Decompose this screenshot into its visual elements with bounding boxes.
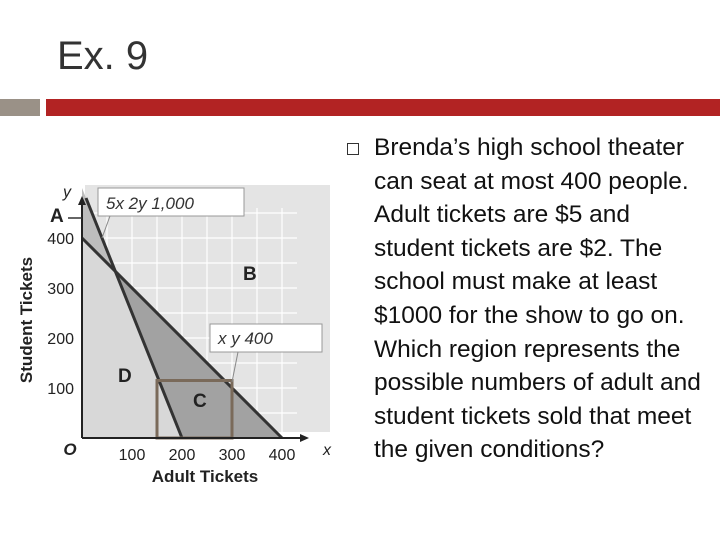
- square-bullet-icon: [347, 143, 359, 155]
- x-axis-arrow-icon: [300, 434, 309, 442]
- line-label-1-text: 5x 2y 1,000: [106, 194, 194, 213]
- slide-title: Ex. 9: [57, 34, 149, 78]
- region-label-b: B: [243, 264, 257, 285]
- y-tick-label: 400: [47, 231, 74, 248]
- y-tick-label: 100: [47, 381, 74, 398]
- region-label-d: D: [118, 366, 132, 387]
- region-label-a: A: [50, 206, 64, 227]
- x-axis-letter: x: [323, 442, 331, 459]
- y-tick-label: 300: [47, 281, 74, 298]
- region-label-c: C: [193, 391, 207, 412]
- y-axis-label: Student Tickets: [17, 256, 36, 384]
- title-accent-bar-gray: [0, 99, 40, 116]
- line-label-2-text: x y 400: [218, 329, 273, 348]
- y-tick-label: 200: [47, 331, 74, 348]
- x-tick-label: 400: [268, 447, 296, 464]
- origin-label: O: [63, 440, 77, 459]
- y-axis-letter: y: [63, 184, 71, 201]
- x-tick-label: 100: [118, 447, 146, 464]
- x-tick-label: 300: [218, 447, 246, 464]
- inequality-graph: [10, 180, 340, 505]
- question-text: Brenda’s high school theater can seat at most 400 people. Adult tickets are $5 and student tickets are $2. The school must make at least $1000 for the show to go on. Which region represents the possible numbers of adult and student tickets sold that meet the given conditions?: [374, 134, 701, 464]
- x-tick-label: 200: [168, 447, 196, 464]
- x-axis-label: Adult Tickets: [151, 467, 259, 486]
- title-accent-bar-red: [46, 99, 720, 116]
